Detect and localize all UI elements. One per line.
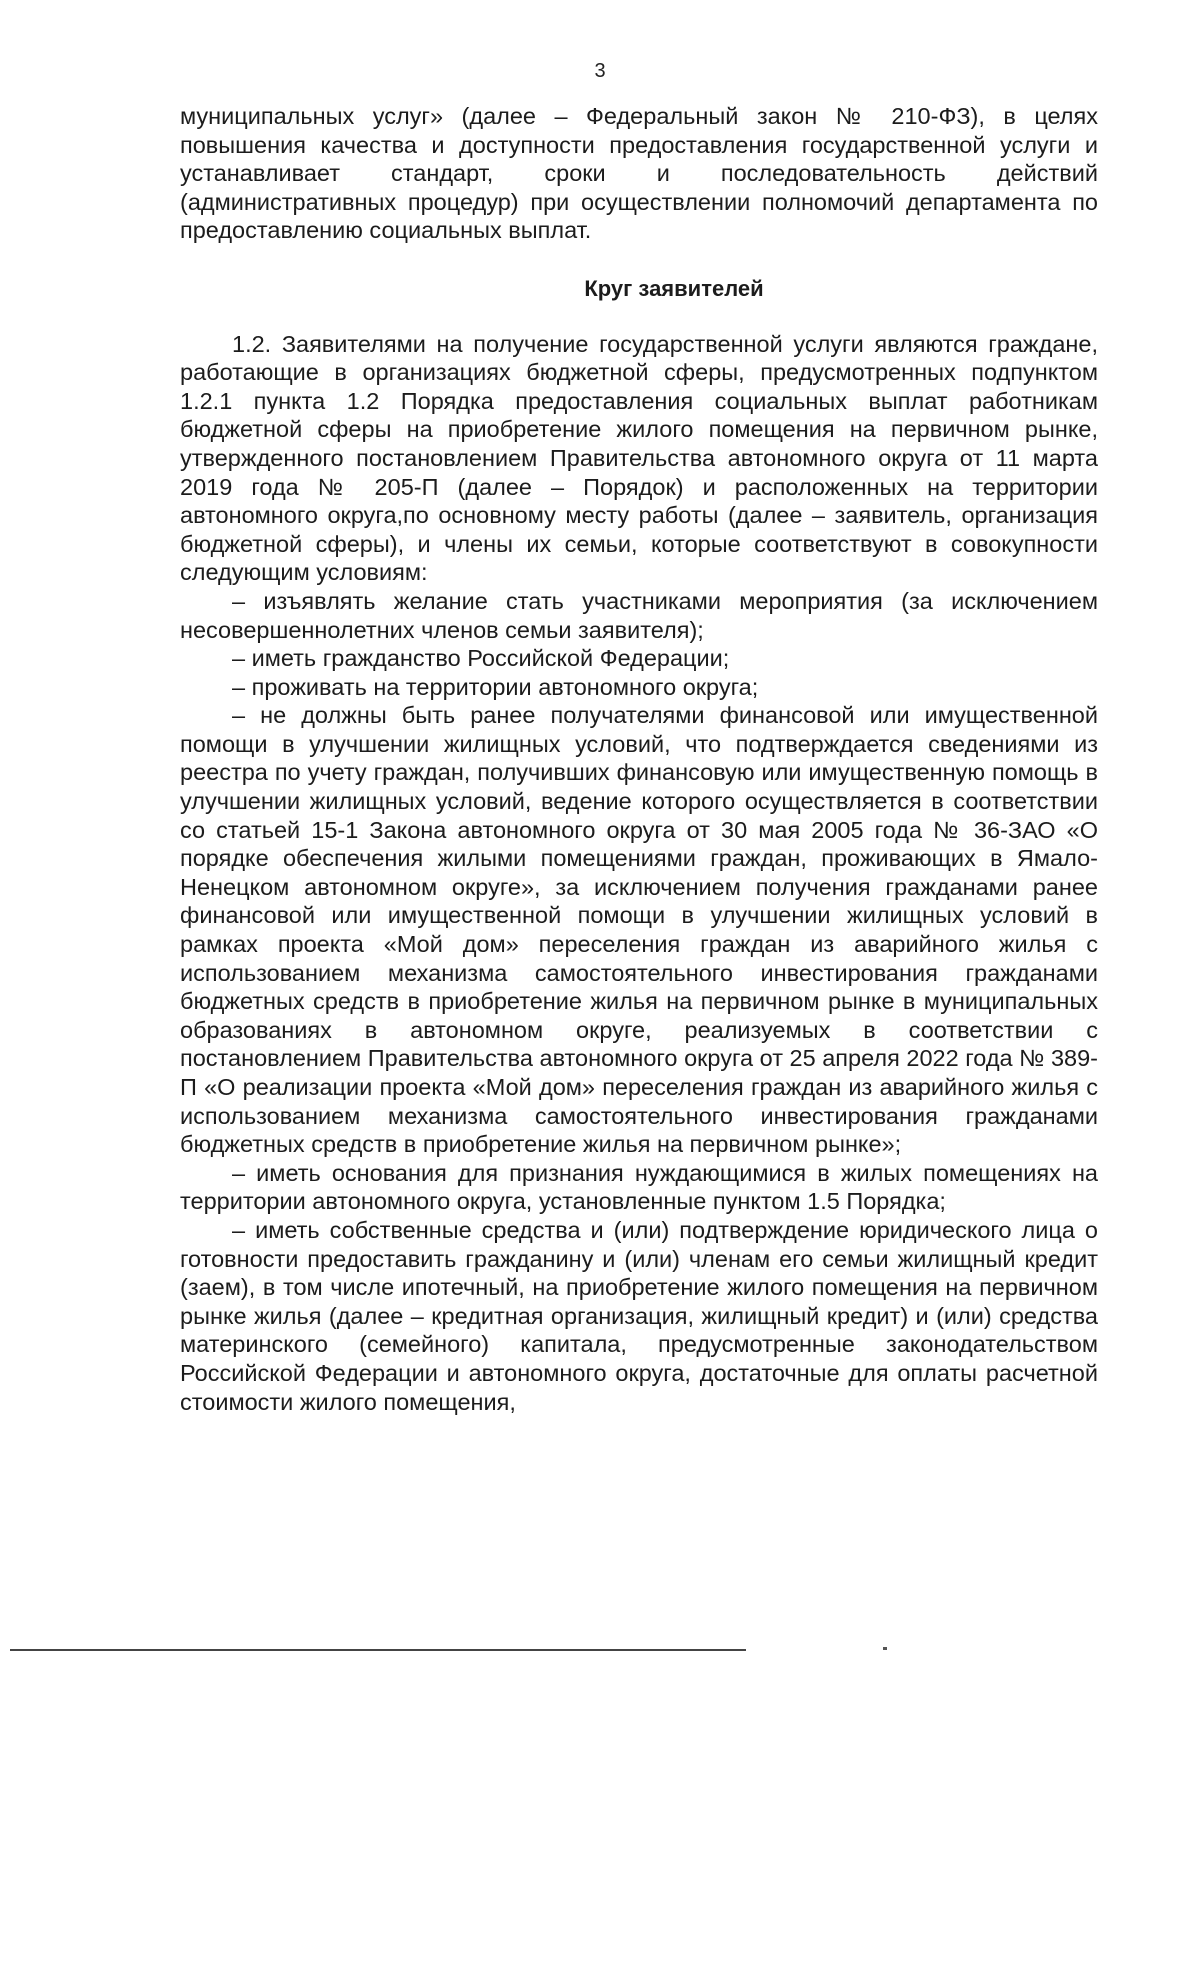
condition-housing-need: – иметь основания для признания нуждающимися в жилых помещениях на территории автономного округа, установленные пунктом 1.5 Порядка; xyxy=(180,1159,1098,1215)
document-body xyxy=(180,102,1098,1416)
condition-own-funds: – иметь собственные средства и (или) подтверждение юридического лица о готовности предоставить гражданину и (или) членам его семьи жилищный кредит (заем), в том числе ипотечный, на приобретение жилого помещения на первичном рынке жилья (далее – кредитная организация, жилищный кредит) и (или) средства материнского (семейного) капитала, предусмотренные законодательством Российской Федерации и автономного округа, достаточные для оплаты расчетной стоимости жилого помещения, xyxy=(180,1216,1098,1415)
condition-no-prior-assistance: – не должны быть ранее получателями финансовой или имущественной помощи в улучшении жилищных условий, что подтверждается сведениями из реестра по учету граждан, получивших финансовую или имущественную помощь в улучшении жилищных условий, ведение которого осуществляется в соответствии со статьей 15-1 Закона автономного округа от 30 мая 2005 года № 36-ЗАО «О порядке обеспечения жилыми помещениями граждан, проживающих в Ямало-Ненецком автономном округе», за исключением получения гражданами ранее финансовой или имущественной помощи в улучшении жилищных условий в рамках проекта «Мой дом» переселения граждан из аварийного жилья с использованием механизма самостоятельного инвестирования гражданами бюджетных средств в приобретение жилья на первичном рынке в муниципальных образованиях в автономном округе, реализуемых в соответствии с постановлением Правительства автономного округа от 25 апреля 2022 года № 389-П «О реализации проекта «Мой дом» переселения граждан из аварийного жилья с использованием механизма самостоятельного инвестирования гражданами бюджетных средств в приобретение жилья на первичном рынке»; xyxy=(180,702,1098,1158)
condition-citizenship: – иметь гражданство Российской Федерации; xyxy=(232,645,730,672)
intro-paragraph: муниципальных услуг» (далее – Федеральный закон № 210-ФЗ), в целях повышения качества и доступности предоставления государственной услуги и устанавливает стандарт, сроки и последовательность действий (административных процедур) при осуществлении полномочий департамента по предоставлению социальных выплат. xyxy=(180,103,1098,244)
page-number: 3 xyxy=(594,60,606,82)
scan-speck xyxy=(883,1647,887,1650)
footnote-separator-line xyxy=(10,1649,746,1651)
paragraph-applicants: 1.2. Заявителями на получение государственной услуги являются граждане, работающие в организациях бюджетной сферы, предусмотренных подпунктом 1.2.1 пункта 1.2 Порядка предоставления социальных выплат работникам бюджетной сферы на приобретение жилого помещения на первичном рынке, утвержденного постановлением Правительства автономного округа от 11 марта 2019 года № 205-П (далее – Порядок) и расположенных на территории автономного округа,по основному месту работы (далее – заявитель, организация бюджетной сферы), и члены их семьи, которые соответствуют в совокупности следующим условиям: xyxy=(180,330,1098,586)
condition-participation: – изъявлять желание стать участниками мероприятия (за исключением несовершеннолетних членов семьи заявителя); xyxy=(180,587,1098,643)
condition-residence: – проживать на территории автономного округа; xyxy=(232,673,759,700)
section-heading: Круг заявителей xyxy=(584,275,764,301)
